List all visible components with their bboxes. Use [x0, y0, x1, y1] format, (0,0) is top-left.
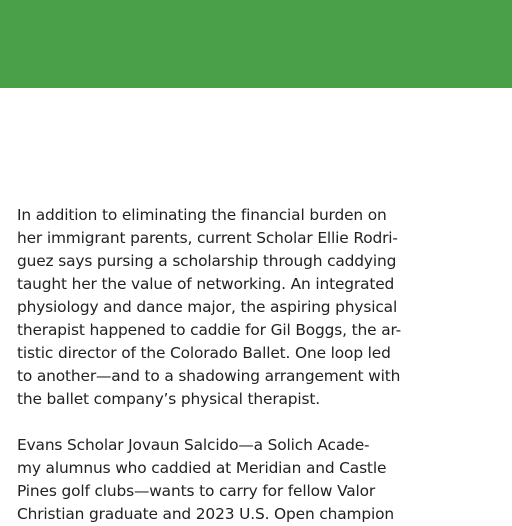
- article-body: [17, 204, 402, 526]
- text-line: the ballet company’s physical therapist.: [17, 390, 321, 408]
- text-line: guez says pursing a scholarship through caddying: [17, 252, 397, 270]
- text-line: physiology and dance major, the aspiring physical: [17, 298, 398, 316]
- paragraph-1: [17, 204, 402, 411]
- text-line: therapist happened to caddie for Gil Boggs, the ar-: [17, 321, 402, 339]
- text-line: to another—and to a shadowing arrangement with: [17, 367, 401, 385]
- paragraph-2: [17, 434, 394, 526]
- text-line: taught her the value of networking. An integrated: [17, 275, 395, 293]
- text-line: Evans Scholar Jovaun Salcido—a Solich Acade-: [17, 436, 370, 454]
- text-line: tistic director of the Colorado Ballet. One loop led: [17, 344, 391, 362]
- text-line: Christian graduate and 2023 U.S. Open champion: [17, 505, 394, 523]
- text-line: my alumnus who caddied at Meridian and Castle: [17, 459, 387, 477]
- text-line: her immigrant parents, current Scholar Ellie Rodri-: [17, 229, 398, 247]
- header-band: [0, 0, 512, 88]
- text-line: In addition to eliminating the financial burden on: [17, 206, 387, 224]
- text-line: Pines golf clubs—wants to carry for fellow Valor: [17, 482, 376, 500]
- paragraph-gap: [17, 411, 369, 434]
